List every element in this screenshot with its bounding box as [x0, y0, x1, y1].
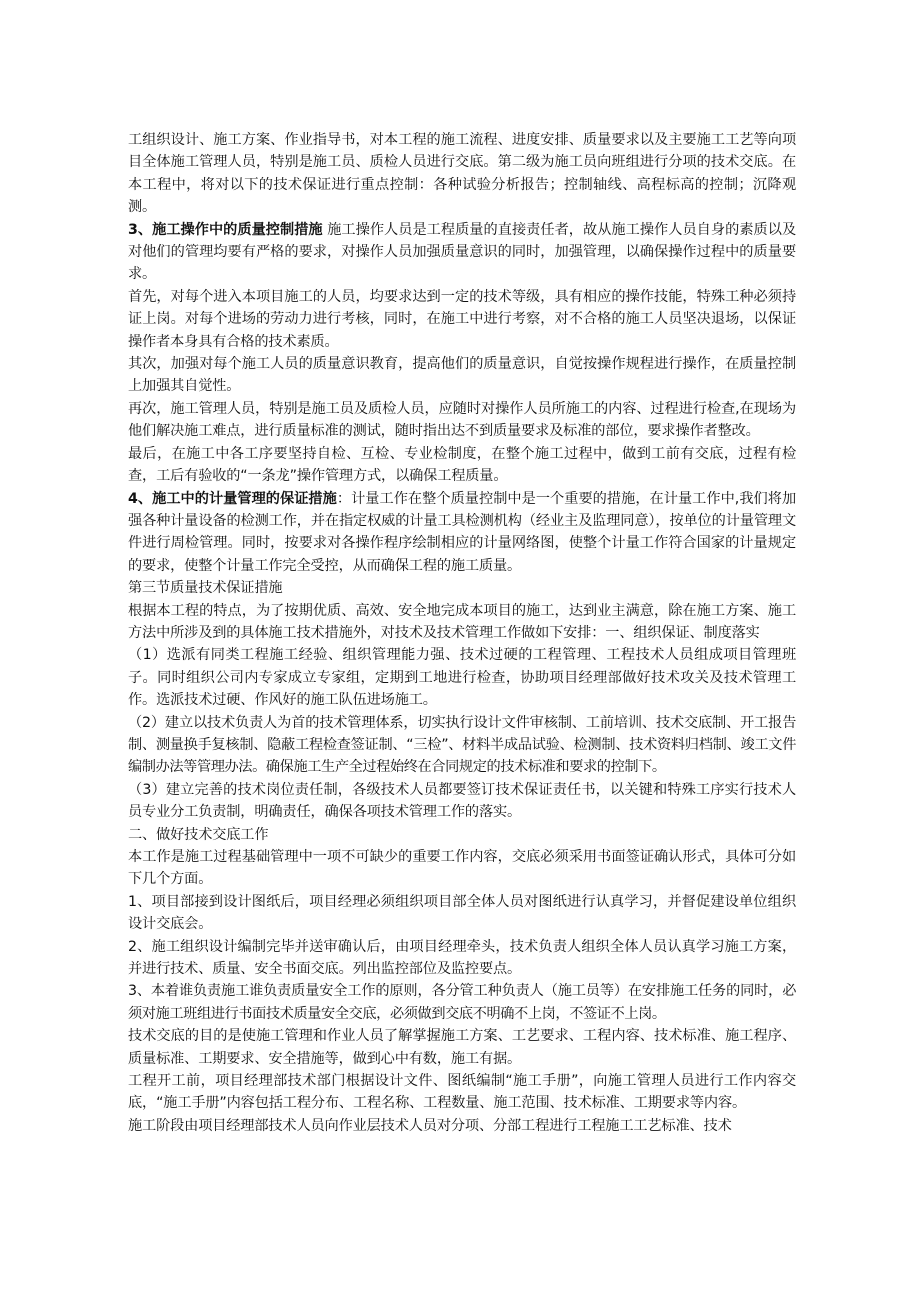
- paragraph-16: 2、施工组织设计编制完毕并送审确认后，由项目经理牵头，技术负责人组织全体人员认真学习施工方案，并进行技术、质量、安全书面交底。列出监控部位及监控要点。: [128, 938, 796, 978]
- heading-metering: 4、施工中的计量管理的保证措施: [128, 490, 337, 507]
- paragraph-5: 再次，施工管理人员，特别是施工员及质检人员，应随时对操作人员所施工的内容、过程进行检查,在现场为他们解决施工难点，进行质量标准的测试，随时指出达不到质量要求及标准的部位，要求操作者整改。: [128, 400, 796, 440]
- paragraph-14: 本工作是施工过程基础管理中一项不可缺少的重要工作内容，交底必须采用书面签证确认形式，具体可分如下几个方面。: [128, 849, 796, 888]
- paragraph-19: 工程开工前，项目经理部技术部门根据设计文件、图纸编制“施工手册”，向施工管理人员进行工作内容交底，“施工手册”内容包括工程分布、工程名称、工程数量、施工范围、技术标准、工期要求等内容。: [128, 1073, 796, 1112]
- section-heading-3: 第三节质量技术保证措施: [128, 580, 283, 597]
- paragraph-2: 3、施工操作中的质量控制措施 施工操作人员是工程质量的直接责任者，故从施工操作人员自身的素质以及对他们的管理均要有严格的要求，对操作人员加强质量意识的同时，加强管理，以确保操作过程中的质量要求。: [128, 221, 796, 283]
- paragraph-3: 首先，对每个进入本项目施工的人员，均要求达到一定的技术等级，具有相应的操作技能，特殊工种必须持证上岗。对每个进场的劳动力进行考核，同时，在施工中进行考察，对不合格的施工人员坚决退场，以保证操作者本身具有合格的技术素质。: [128, 288, 796, 350]
- list-item-3: （3）建立完善的技术岗位责任制，各级技术人员都要签订技术保证责任书，以关键和特殊工序实行技术人员专业分工负责制，明确责任，确保各项技术管理工作的落实。: [128, 781, 796, 821]
- paragraph-4: 其次，加强对每个施工人员的质量意识教育，提高他们的质量意识，自觉按操作规程进行操作，在质量控制上加强其自觉性。: [128, 356, 796, 395]
- subsection-heading-2: 二、做好技术交底工作: [128, 826, 269, 843]
- paragraph-17: 3、本着谁负责施工谁负责质量安全工作的原则，各分管工种负责人（施工员等）在安排施工任务的同时，必须对施工班组进行书面技术质量安全交底，必须做到交底不明确不上岗，不签证不上岗。: [128, 983, 796, 1022]
- paragraph-7: 4、施工中的计量管理的保证措施：计量工作在整个质量控制中是一个重要的措施，在计量工作中,我们将加强各种计量设备的检测工作，并在指定权威的计量工具检测机构（经业主及监理同意），按单位的计量管理文件进行周检管理。同时，按要求对各操作程序绘制相应的计量网络图，使整个计量工作符合国家的计量规定的要求，使整个计量工作完全受控，从而确保工程的施工质量。: [128, 490, 797, 574]
- paragraph-1: 工组织设计、施工方案、作业指导书，对本工程的施工流程、进度安排、质量要求以及主要施工工艺等向项目全体施工管理人员，特别是施工员、质检人员进行交底。第二级为施工员向班组进行分项的技术交底。在本工程中，将对以下的技术保证进行重点控制：各种试验分析报告；控制轴线、高程标高的控制；沉降观测。: [128, 132, 796, 216]
- paragraph-15: 1、项目部接到设计图纸后，项目经理必须组织项目部全体人员对图纸进行认真学习，并督促建设单位组织设计交底会。: [128, 893, 796, 933]
- paragraph-20: 施工阶段由项目经理部技术人员向作业层技术人员对分项、分部工程进行工程施工工艺标准、技术: [128, 1117, 732, 1134]
- list-item-1: （1）选派有同类工程施工经验、组织管理能力强、技术过硬的工程管理、工程技术人员组成项目管理班子。同时组织公司内专家成立专家组，定期到工地进行检查，协助项目经理部做好技术攻关及技术管理工作。选派技术过硬、作风好的施工队伍进场施工。: [128, 647, 796, 709]
- paragraph-18: 技术交底的目的是使施工管理和作业人员了解掌握施工方案、工艺要求、工程内容、技术标准、施工程序、质量标准、工期要求、安全措施等，做到心中有数，施工有据。: [128, 1028, 796, 1067]
- paragraph-9: 根据本工程的特点，为了按期优质、高效、安全地完成本项目的施工，达到业主满意，除在施工方案、施工方法中所涉及到的具体施工技术措施外，对技术及技术管理工作做如下安排：一、组织保证、制度落实: [128, 602, 796, 641]
- list-item-2: （2）建立以技术负责人为首的技术管理体系，切实执行设计文件审核制、工前培训、技术交底制、开工报告制、测量换手复核制、隐蔽工程检查签证制、“三检”、材料半成品试验、检测制、技术资料归档制、竣工文件编制办法等管理办法。确保施工生产全过程始终在合同规定的技术标准和要求的控制下。: [128, 714, 796, 776]
- heading-quality-control: 3、施工操作中的质量控制措施: [128, 221, 323, 238]
- document-page: [128, 129, 796, 1137]
- paragraph-6: 最后，在施工中各工序要坚持自检、互检、专业检制度，在整个施工过程中，做到工前有交底，过程有检查，工后有验收的“一条龙”操作管理方式，以确保工程质量。: [128, 445, 796, 485]
